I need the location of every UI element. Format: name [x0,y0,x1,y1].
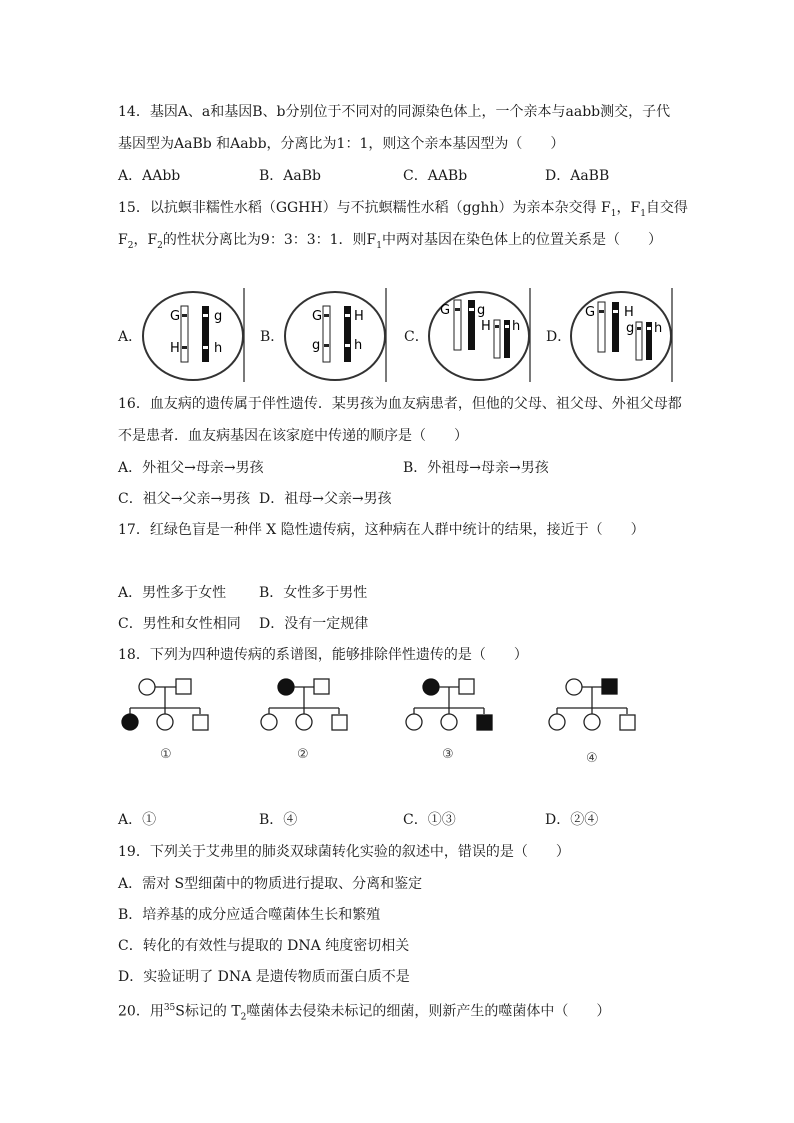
q20-stem [118,998,610,1027]
gene-label-G: G [585,305,596,320]
pedigree-label-2: ② [297,747,309,762]
q17-stem: 17．红绿色盲是一种伴 X 隐性遗传病，这种病在人群中统计的结果，接近于（ ） [118,522,645,538]
pedigree-label-4: ④ [586,751,598,766]
q15-stem-line2 [118,230,662,256]
q19-option-a[interactable]: A．需对 S型细菌中的物质进行提取、分离和鉴定 [118,876,423,892]
pedigree-1 [122,679,208,762]
q17-option-d[interactable]: D．没有一定规律 [259,616,369,632]
q19-stem: 19．下列关于艾弗里的肺炎双球菌转化实验的叙述中，错误的是（ ） [118,844,570,860]
q18-pedigree-figure [116,674,676,774]
q17-option-b[interactable]: B．女性多于男性 [259,585,368,601]
q14-stem-line1: 14．基因A、a和基因B、b分别位于不同对的同源染色体上，一个亲本与aabb测交，子代 [118,104,671,120]
gene-label-G: G [312,309,323,324]
q18-option-d[interactable]: D．②④ [545,812,599,828]
gene-label-G: G [170,309,181,324]
q15-cell-figure-c [426,288,536,382]
q19-option-d[interactable]: D．实验证明了 DNA 是遗传物质而蛋白质不是 [118,969,410,985]
q15-cell-figure-b [282,288,392,382]
gene-label-G: G [440,303,451,318]
gene-label-h: h [654,321,663,336]
q20-stem-text: S标记的 T [175,1003,241,1020]
q15-figure-label-a[interactable]: A． [118,329,143,345]
subscript: 1 [376,240,382,251]
q16-stem-line1: 16．血友病的遗传属于伴性遗传．某男孩为血友病患者，但他的父母、祖父母、外祖父母都 [118,396,682,412]
q15-stem-text: 15．以抗螟非糯性水稻（GGHH）与不抗螟糯性水稻（gghh）为亲本杂交得 F [118,200,611,216]
superscript: 35 [163,1003,176,1013]
q14-option-c[interactable]: C．AABb [403,168,468,184]
q15-stem-text: 中两对基因在染色体上的位置关系是（ ） [381,232,662,248]
q17-option-c[interactable]: C．男性和女性相同 [118,616,241,632]
q15-figure-label-b[interactable]: B． [260,329,285,345]
q15-figure-label-c[interactable]: C． [404,329,429,345]
pedigree-3 [406,679,492,762]
q15-stem-line1 [118,198,688,224]
q18-option-c[interactable]: C．①③ [403,812,456,828]
q15-cell-figure-d [568,288,678,382]
q16-stem-line2: 不是患者．血友病基因在该家庭中传递的顺序是（ ） [118,428,468,444]
q19-option-b[interactable]: B．培养基的成分应适合噬菌体生长和繁殖 [118,907,381,923]
q15-stem-text: 自交得 [645,200,688,216]
gene-label-g: g [214,309,223,324]
q15-stem-text: ，F [133,232,158,248]
gene-label-H: H [481,319,491,334]
gene-label-H: H [354,309,364,324]
gene-label-h: h [512,319,521,334]
q16-option-d[interactable]: D．祖母→父亲→男孩 [259,491,392,507]
q14-option-d[interactable]: D．AaBB [545,168,610,184]
gene-label-g: g [477,303,486,318]
q15-stem-text: ，F [616,200,641,216]
q19-option-c[interactable]: C．转化的有效性与提取的 DNA 纯度密切相关 [118,938,410,954]
q15-stem-text: F [118,232,128,248]
q14-option-b[interactable]: B．AaBb [259,168,321,184]
subscript: 2 [157,240,163,251]
q15-figure-label-d[interactable]: D． [546,329,572,345]
pedigree-label-1: ① [160,747,172,762]
pedigree-label-3: ③ [442,747,454,762]
gene-label-h: h [354,338,363,353]
q18-stem: 18．下列为四种遗传病的系谱图，能够排除伴性遗传的是（ ） [118,647,528,663]
gene-label-H: H [170,341,180,356]
q18-option-b[interactable]: B．④ [259,812,298,828]
q20-stem-text: 20．用 [118,1003,164,1020]
q14-option-a[interactable]: A．AAbb [118,168,181,184]
gene-label-h: h [214,341,223,356]
pedigree-2 [261,679,347,762]
subscript: 2 [240,1012,247,1023]
subscript: 1 [640,208,646,219]
q16-option-b[interactable]: B．外祖母→母亲→男孩 [403,460,549,476]
gene-label-g: g [626,321,635,336]
q15-stem-text: 的性状分离比为9：3：3：1．则F [162,232,377,248]
subscript: 1 [610,208,617,219]
pedigree-4 [549,679,635,766]
q15-cell-figure-a [140,288,250,382]
q18-option-a[interactable]: A．① [118,812,157,828]
q14-stem-line2: 基因型为AaBb 和Aabb，分离比为1：1，则这个亲本基因型为（ ） [118,136,565,152]
gene-label-H: H [624,305,634,320]
q16-option-a[interactable]: A．外祖父→母亲→男孩 [118,460,264,476]
subscript: 2 [127,240,134,251]
q20-stem-text: 噬菌体去侵染未标记的细菌，则新产生的噬菌体中（ ） [246,1003,611,1020]
q16-option-c[interactable]: C．祖父→父亲→男孩 [118,491,251,507]
q17-option-a[interactable]: A．男性多于女性 [118,585,227,601]
gene-label-g: g [312,338,321,353]
